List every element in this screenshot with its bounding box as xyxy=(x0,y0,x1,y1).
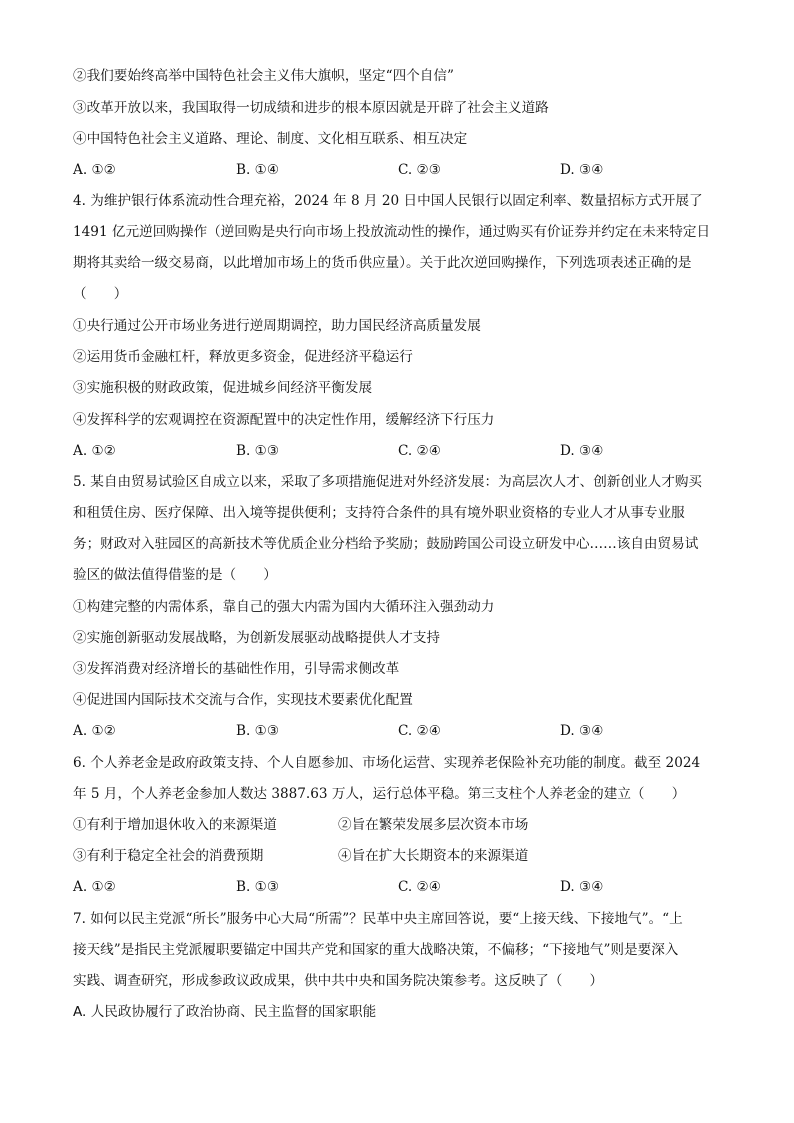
q6-options xyxy=(73,877,753,897)
q4-option-b[interactable]: B. ①③ xyxy=(236,443,280,459)
q7-stem-line-3: 实践、调查研究，形成参政议政成果，供中共中央和国务院决策参考。这反映了（ ） xyxy=(73,973,604,989)
q4-options xyxy=(73,441,753,461)
q6-option-d[interactable]: D. ③④ xyxy=(560,879,604,895)
q6-statements-row-1 xyxy=(73,815,753,835)
q6-statement-2: ②旨在繁荣发展多层次资本市场 xyxy=(338,817,529,833)
q6-statement-4: ④旨在扩大长期资本的来源渠道 xyxy=(338,848,529,864)
q6-stem-line-2: 年 5 月，个人养老金参加人数达 3887.63 万人，运行总体平稳。第三支柱个人养老金的建立（ ） xyxy=(73,786,686,802)
q5-statement-1: ①构建完整的内需体系，靠自己的强大内需为国内大循环注入强劲动力 xyxy=(73,599,495,615)
q4-statement-3: ③实施积极的财政政策，促进城乡间经济平衡发展 xyxy=(73,380,373,396)
q3-option-c[interactable]: C. ②③ xyxy=(398,162,441,178)
q3-statement-3: ③改革开放以来，我国取得一切成绩和进步的根本原因就是开辟了社会主义道路 xyxy=(73,100,549,116)
q6-option-b[interactable]: B. ①③ xyxy=(236,879,280,895)
q4-stem-line-1: 4. 为维护银行体系流动性合理充裕，2024 年 8 月 20 日中国人民银行以固定利率、数量招标方式开展了 xyxy=(73,193,703,209)
q6-option-a[interactable]: A. ①② xyxy=(73,879,116,895)
q5-option-c[interactable]: C. ②④ xyxy=(398,723,441,739)
q4-statement-2: ②运用货币金融杠杆，释放更多资金，促进经济平稳运行 xyxy=(73,349,413,365)
q6-option-c[interactable]: C. ②④ xyxy=(398,879,441,895)
q7-stem-line-1: 7. 如何以民主党派“所长”服务中心大局“所需”？民革中央主席回答说，要“上接天线、下接地气”。“上 xyxy=(73,911,683,927)
q3-options xyxy=(73,160,753,180)
q5-option-a[interactable]: A. ①② xyxy=(73,723,116,739)
q5-option-d[interactable]: D. ③④ xyxy=(560,723,604,739)
q4-option-d[interactable]: D. ③④ xyxy=(560,443,604,459)
q5-stem-line-4: 验区的做法值得借鉴的是（ ） xyxy=(73,567,277,583)
q3-option-d[interactable]: D. ③④ xyxy=(560,162,604,178)
q4-answer-blank: （ ） xyxy=(73,286,128,302)
q7-option-a[interactable]: A. 人民政协履行了政治协商、民主监督的国家职能 xyxy=(73,1004,377,1020)
q3-option-a[interactable]: A. ①② xyxy=(73,162,116,178)
q4-statement-4: ④发挥科学的宏观调控在资源配置中的决定性作用，缓解经济下行压力 xyxy=(73,412,495,428)
q5-option-b[interactable]: B. ①③ xyxy=(236,723,280,739)
q6-statements-row-2 xyxy=(73,846,753,866)
q5-stem-line-1: 5. 某自由贸易试验区自成立以来，采取了多项措施促进对外经济发展：为高层次人才、创新创业人才购买 xyxy=(73,474,703,490)
q4-stem-line-2: 1491 亿元逆回购操作（逆回购是央行向市场上投放流动性的操作，通过购买有价证券并约定在未来特定日 xyxy=(73,224,711,240)
q7-stem-line-2: 接天线”是指民主党派履职要锚定中国共产党和国家的重大战略决策，不偏移；“下接地气”则是要深入 xyxy=(73,942,679,958)
q5-stem-line-2: 和租赁住房、医疗保障、出入境等提供便利；支持符合条件的具有境外职业资格的专业人才从事专业服 xyxy=(73,505,685,521)
q4-stem-line-3: 期将其卖给一级交易商，以此增加市场上的货币供应量）。关于此次逆回购操作，下列选项表述正确的是 xyxy=(73,255,692,271)
q4-statement-1: ①央行通过公开市场业务进行逆周期调控，助力国民经济高质量发展 xyxy=(73,318,481,334)
q5-statement-4: ④促进国内国际技术交流与合作，实现技术要素优化配置 xyxy=(73,692,413,708)
q6-statement-1: ①有利于增加退休收入的来源渠道 xyxy=(73,817,277,833)
q5-statement-3: ③发挥消费对经济增长的基础性作用，引导需求侧改革 xyxy=(73,661,400,677)
q6-stem-line-1: 6. 个人养老金是政府政策支持、个人自愿参加、市场化运营、实现养老保险补充功能的制度。截至 2024 xyxy=(73,755,701,771)
q3-option-b[interactable]: B. ①④ xyxy=(236,162,280,178)
q5-stem-line-3: 务；财政对入驻园区的高新技术等优质企业分档给予奖励；鼓励跨国公司设立研发中心……该自由贸易试 xyxy=(73,536,699,552)
q5-statement-2: ②实施创新驱动发展战略，为创新发展驱动战略提供人才支持 xyxy=(73,630,441,646)
q3-statement-4: ④中国特色社会主义道路、理论、制度、文化相互联系、相互决定 xyxy=(73,131,468,147)
q4-option-a[interactable]: A. ①② xyxy=(73,443,116,459)
q6-statement-3: ③有利于稳定全社会的消费预期 xyxy=(73,848,264,864)
q4-option-c[interactable]: C. ②④ xyxy=(398,443,441,459)
q3-statement-2: ②我们要始终高举中国特色社会主义伟大旗帜，坚定“四个自信” xyxy=(73,68,454,84)
q5-options xyxy=(73,721,753,741)
